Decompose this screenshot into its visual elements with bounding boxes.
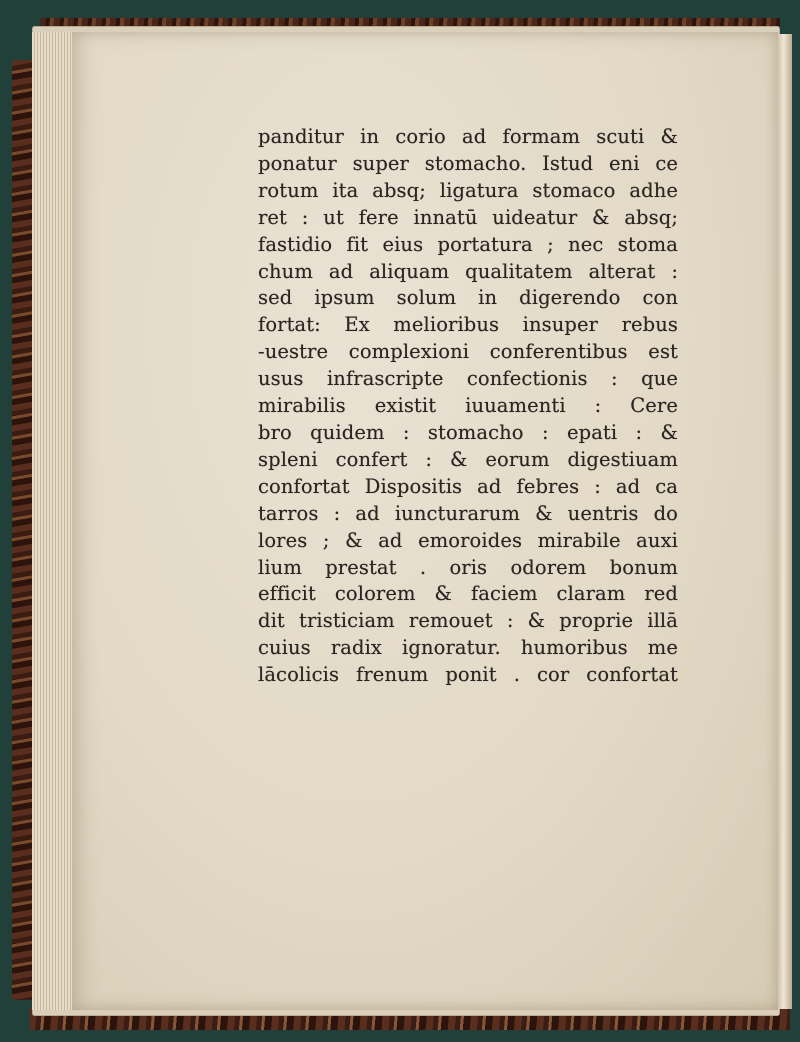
text-line: bro quidem : stomacho : epati : & [258,420,678,444]
text-line: ret : ut fere innatū uideatur & absq; [258,205,678,229]
text-line: lācolicis frenum ponit . cor confortat [258,663,678,687]
text-line: fortat: Ex melioribus insuper rebus [258,313,678,337]
text-line: ponatur super stomacho. Istud eni ce [258,151,678,175]
text-line: lores ; & ad emoroides mirabile auxi [258,528,678,552]
text-line: usus infrascripte confectionis : que [258,367,678,391]
text-line: sed ipsum solum in digerendo con [258,286,678,310]
page-right-edge [778,34,792,1009]
text-line: confortat Dispositis ad febres : ad ca [258,474,678,498]
text-line: cuius radix ignoratur. humoribus me [258,636,678,660]
text-line: fastidio fit eius portatura ; nec stoma [258,232,678,256]
text-line: efficit colorem & faciem claram red [258,582,678,606]
text-line: lium prestat . oris odorem bonum [258,555,678,579]
text-line: panditur in corio ad formam scuti & [258,125,678,148]
text-line: mirabilis existit iuuamenti : Cere [258,394,678,418]
text-line: chum ad aliquam qualitatem alterat : [258,259,678,283]
text-line: -uestre complexioni conferentibus est [258,340,678,364]
page-text [258,124,678,689]
text-line: spleni confert : & eorum digestiuam [258,447,678,471]
text-line: rotum ita absq; ligatura stomaco adhe [258,178,678,202]
text-line: dit tristiciam remouet : & proprie illā [258,609,678,633]
text-line: tarros : ad iuncturarum & uentris do [258,501,678,525]
